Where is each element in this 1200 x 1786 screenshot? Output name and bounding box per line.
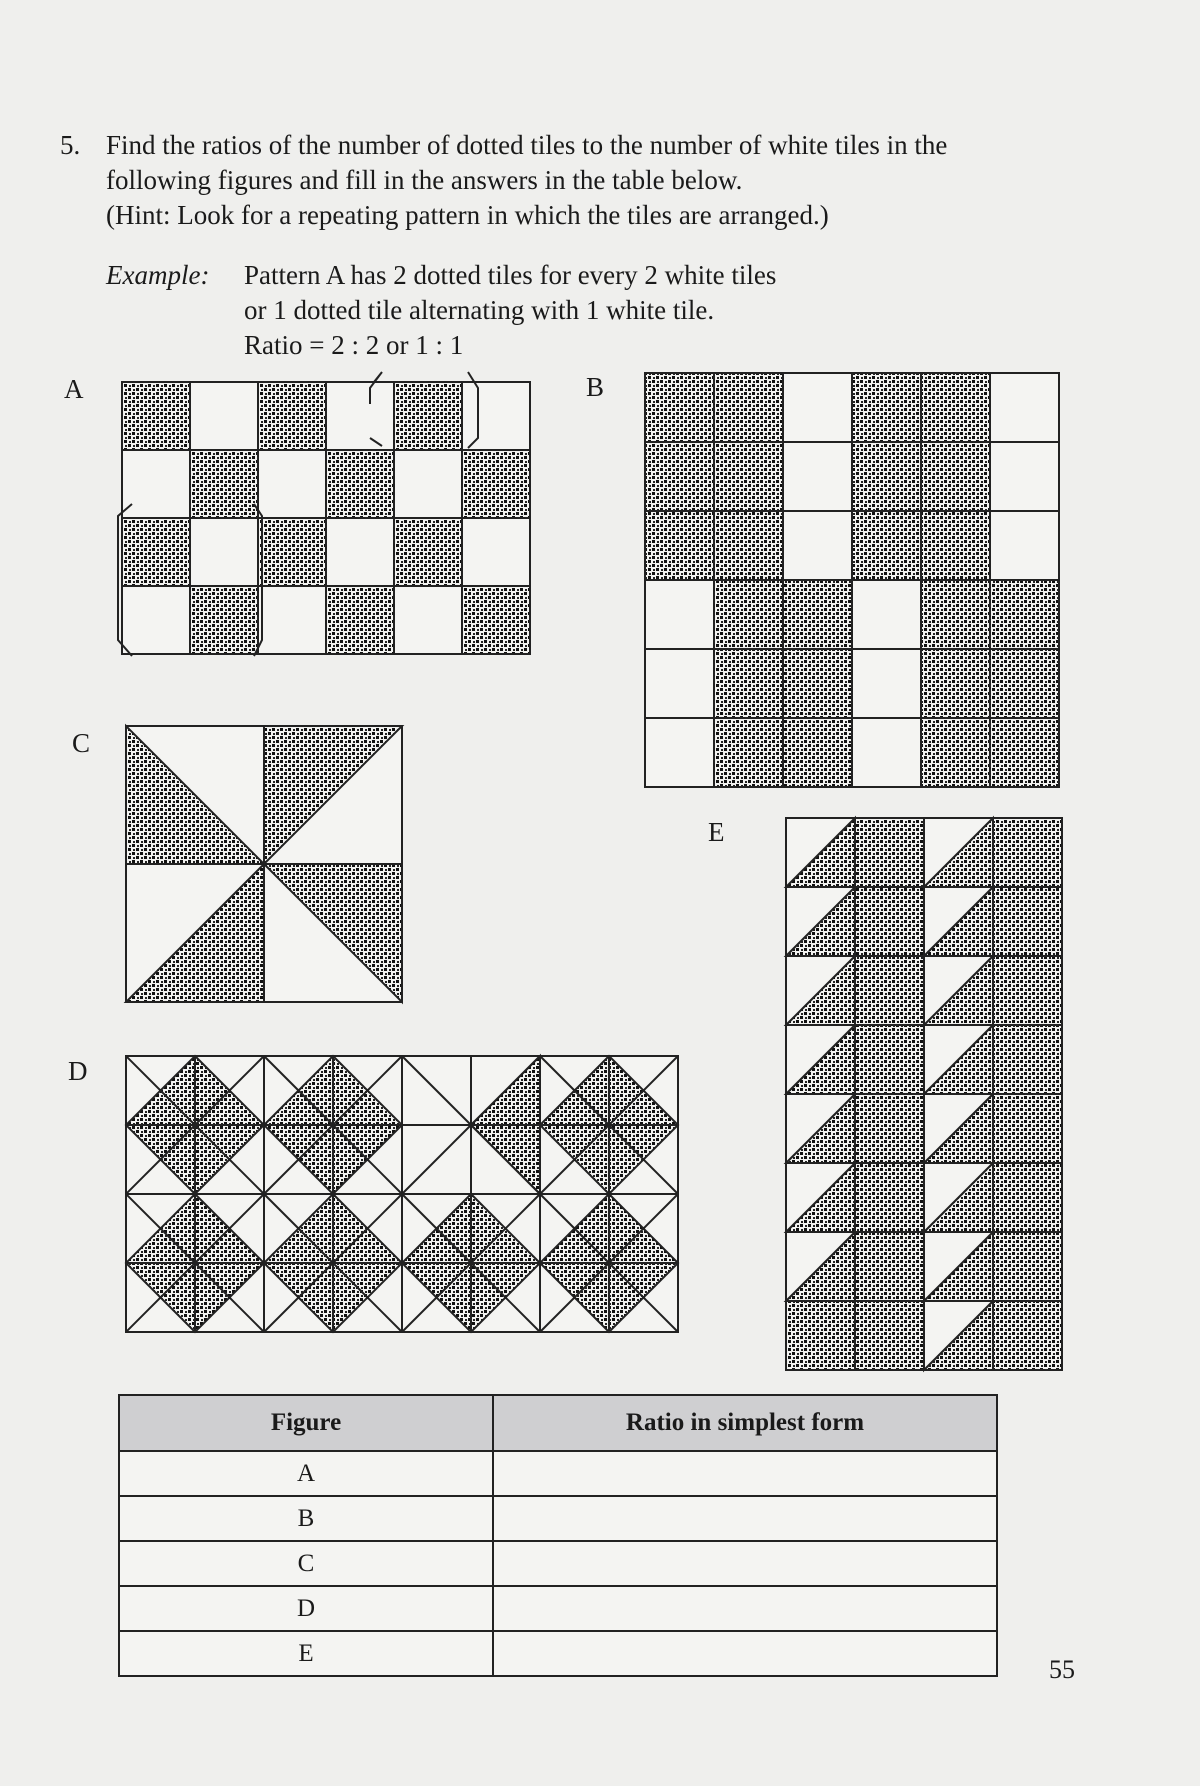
figure-e <box>784 816 1068 1372</box>
dotted-tile <box>786 1301 855 1370</box>
dotted-tile <box>921 649 990 718</box>
figure-e-label: E <box>708 817 725 847</box>
question-line: following figures and fill in the answers in the table below. <box>106 165 743 195</box>
ratio-answer-cell[interactable] <box>493 1631 997 1676</box>
dotted-tile <box>783 580 852 649</box>
figure-a <box>120 380 545 660</box>
figure-b <box>644 372 1068 790</box>
ratio-answer-cell[interactable] <box>493 1451 997 1496</box>
dotted-tile <box>993 1163 1062 1232</box>
question-line: Find the ratios of the number of dotted tiles to the number of white tiles in the <box>106 130 948 160</box>
white-tile <box>190 518 258 586</box>
dotted-tile <box>921 580 990 649</box>
header-ratio: Ratio in simplest form <box>493 1395 997 1451</box>
question-text <box>106 128 1126 233</box>
answer-table <box>118 1394 998 1677</box>
white-tile <box>645 718 714 787</box>
example-line: Pattern A has 2 dotted tiles for every 2 white tiles <box>244 260 777 290</box>
dotted-tile <box>855 1232 924 1301</box>
dotted-tile <box>394 382 462 450</box>
dotted-tile <box>993 1025 1062 1094</box>
white-tile <box>394 586 462 654</box>
question-line: (Hint: Look for a repeating pattern in which the tiles are arranged.) <box>106 200 829 230</box>
table-header-row <box>119 1395 997 1451</box>
ratio-answer-cell[interactable] <box>493 1586 997 1631</box>
dotted-tile <box>326 586 394 654</box>
dotted-tile <box>714 442 783 511</box>
dotted-tile <box>714 580 783 649</box>
table-row <box>119 1496 997 1541</box>
white-tile <box>783 511 852 580</box>
white-tile <box>990 442 1059 511</box>
dotted-tile <box>921 511 990 580</box>
dotted-tile <box>258 382 326 450</box>
dotted-tile <box>645 442 714 511</box>
dotted-tile <box>855 818 924 887</box>
dotted-tile <box>993 956 1062 1025</box>
dotted-tile <box>855 1094 924 1163</box>
dotted-tile <box>993 1301 1062 1370</box>
dotted-tile <box>921 718 990 787</box>
figure-c-label: C <box>72 728 91 758</box>
page-number: 55 <box>1049 1655 1075 1684</box>
white-tile <box>258 450 326 518</box>
dotted-tile <box>990 718 1059 787</box>
dotted-tile <box>783 718 852 787</box>
question-number: 5. <box>60 130 81 160</box>
dotted-tile <box>855 887 924 956</box>
figure-cell: E <box>119 1631 493 1676</box>
dotted-tile <box>990 580 1059 649</box>
ratio-answer-cell[interactable] <box>493 1496 997 1541</box>
dotted-tile <box>852 511 921 580</box>
dotted-tile <box>921 373 990 442</box>
figure-cell: A <box>119 1451 493 1496</box>
white-tile <box>645 649 714 718</box>
white-tile <box>852 649 921 718</box>
dotted-tile <box>855 1301 924 1370</box>
dotted-tile <box>394 518 462 586</box>
figure-cell: D <box>119 1586 493 1631</box>
dotted-tile <box>645 373 714 442</box>
dotted-tile <box>852 442 921 511</box>
white-tile <box>462 382 530 450</box>
figure-a-label: A <box>64 374 84 404</box>
dotted-tile <box>462 450 530 518</box>
dotted-tile <box>326 450 394 518</box>
dotted-tile <box>122 382 190 450</box>
dotted-tile <box>993 1232 1062 1301</box>
white-tile <box>122 586 190 654</box>
dotted-tile <box>714 718 783 787</box>
figure-cell: C <box>119 1541 493 1586</box>
dotted-tile <box>190 586 258 654</box>
figure-cell: B <box>119 1496 493 1541</box>
white-tile <box>645 580 714 649</box>
example-line: Ratio = 2 : 2 or 1 : 1 <box>244 330 464 360</box>
white-tile <box>783 373 852 442</box>
header-figure: Figure <box>119 1395 493 1451</box>
example-label: Example: <box>106 260 210 290</box>
dotted-tile <box>855 1025 924 1094</box>
white-tile <box>852 718 921 787</box>
dotted-tile <box>855 956 924 1025</box>
example-block <box>60 258 1060 368</box>
table-row <box>119 1631 997 1676</box>
table-row <box>119 1541 997 1586</box>
white-tile <box>122 450 190 518</box>
dotted-tile <box>852 373 921 442</box>
table-row <box>119 1586 997 1631</box>
dotted-tile <box>462 586 530 654</box>
dotted-tile <box>990 649 1059 718</box>
dotted-tile <box>993 1094 1062 1163</box>
white-tile <box>990 511 1059 580</box>
figure-d <box>124 1054 686 1330</box>
white-tile <box>852 580 921 649</box>
dotted-tile <box>921 442 990 511</box>
white-tile <box>326 382 394 450</box>
figure-c <box>124 724 404 1004</box>
white-tile <box>394 450 462 518</box>
white-tile <box>990 373 1059 442</box>
example-line: or 1 dotted tile alternating with 1 white tile. <box>244 295 715 325</box>
dotted-tile <box>714 511 783 580</box>
dotted-tile <box>714 373 783 442</box>
dotted-tile <box>855 1163 924 1232</box>
white-tile <box>783 442 852 511</box>
white-tile <box>462 518 530 586</box>
dotted-tile <box>190 450 258 518</box>
dotted-tile <box>993 887 1062 956</box>
dotted-tile <box>714 649 783 718</box>
table-row <box>119 1451 997 1496</box>
dotted-tile <box>122 518 190 586</box>
figure-b-label: B <box>586 372 605 402</box>
dotted-tile <box>783 649 852 718</box>
example-text <box>244 258 944 363</box>
dotted-tile <box>993 818 1062 887</box>
white-tile <box>326 518 394 586</box>
ratio-answer-cell[interactable] <box>493 1541 997 1586</box>
dotted-tile <box>258 518 326 586</box>
white-tile <box>190 382 258 450</box>
dotted-tile <box>645 511 714 580</box>
white-tile <box>258 586 326 654</box>
figure-d-label: D <box>68 1056 88 1086</box>
